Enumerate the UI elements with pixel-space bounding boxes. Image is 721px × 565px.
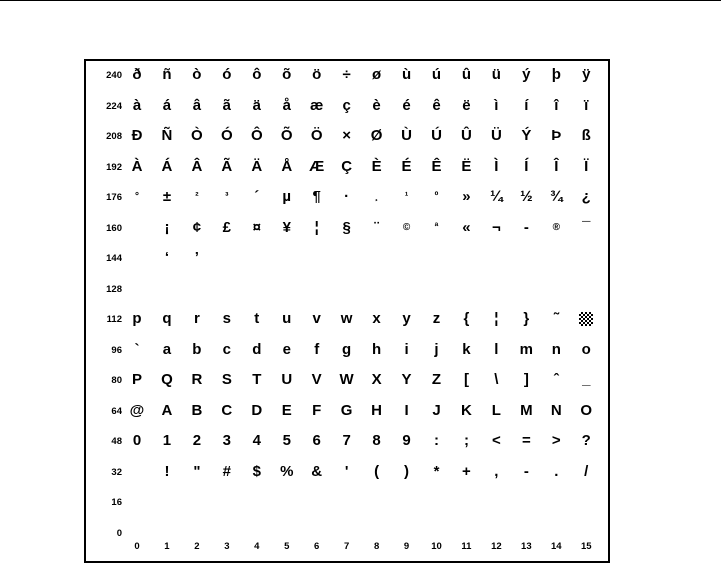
glyph-cell: " bbox=[193, 462, 201, 480]
glyph-cell: ë bbox=[462, 96, 471, 114]
glyph-cell: ¨ bbox=[374, 218, 380, 236]
glyph-cell: . bbox=[554, 462, 559, 480]
glyph-cell: ª bbox=[434, 221, 439, 233]
glyph-cell: ì bbox=[494, 96, 499, 114]
glyph-cell: Q bbox=[161, 371, 173, 388]
glyph-cell: á bbox=[162, 96, 172, 114]
glyph-cell: Í bbox=[524, 157, 529, 175]
glyph-cell: Ý bbox=[521, 127, 532, 144]
glyph-cell: f bbox=[314, 340, 320, 358]
glyph-cell: [ bbox=[463, 371, 469, 388]
glyph-cell: Û bbox=[461, 127, 472, 144]
row-label: 112 bbox=[106, 314, 122, 325]
glyph-cell: Y bbox=[401, 371, 412, 388]
glyph-cell: ÿ bbox=[582, 66, 591, 83]
top-rule bbox=[0, 0, 721, 1]
glyph-cell: ˜ bbox=[553, 310, 559, 327]
glyph-cell: ý bbox=[522, 66, 531, 83]
glyph-cell: ÷ bbox=[342, 66, 351, 83]
glyph-cell: ! bbox=[164, 462, 170, 480]
glyph-cell: i bbox=[404, 340, 409, 358]
glyph-cell: k bbox=[462, 340, 471, 358]
glyph-cell: Ù bbox=[401, 127, 412, 144]
glyph-cell: ¥ bbox=[282, 218, 291, 236]
glyph-cell: ¯ bbox=[582, 218, 591, 236]
glyph-cell: É bbox=[401, 157, 412, 175]
glyph-cell: u bbox=[282, 310, 292, 327]
glyph-cell: b bbox=[192, 340, 202, 358]
glyph-cell: Æ bbox=[309, 157, 325, 175]
glyph-cell: - bbox=[523, 218, 529, 236]
glyph-cell: ¿ bbox=[581, 188, 591, 205]
glyph-cell: Ó bbox=[221, 127, 233, 144]
glyph-cell: - bbox=[523, 462, 529, 480]
glyph-cell: % bbox=[280, 462, 294, 480]
glyph-cell: W bbox=[339, 371, 354, 388]
glyph-cell: Ä bbox=[251, 157, 263, 175]
glyph-cell: Å bbox=[281, 157, 293, 175]
glyph-cell: A bbox=[161, 401, 173, 419]
column-label: 0 bbox=[134, 541, 140, 552]
glyph-cell: 4 bbox=[252, 432, 261, 449]
glyph-cell: + bbox=[462, 462, 471, 480]
glyph-cell: \ bbox=[494, 371, 499, 388]
glyph-cell: º bbox=[434, 191, 439, 202]
glyph-cell: 1 bbox=[162, 432, 172, 449]
glyph-cell: z bbox=[432, 310, 441, 327]
glyph-cell: Õ bbox=[280, 127, 293, 144]
glyph-cell: û bbox=[461, 66, 472, 83]
glyph-cell: ‘ bbox=[164, 249, 170, 266]
row-label: 48 bbox=[111, 436, 122, 447]
glyph-cell: ô bbox=[252, 66, 262, 83]
glyph-cell: ` bbox=[134, 340, 140, 358]
glyph-cell: X bbox=[371, 371, 382, 388]
glyph-cell: ´ bbox=[254, 188, 260, 205]
column-label: 12 bbox=[491, 541, 502, 552]
glyph-cell: * bbox=[433, 462, 440, 480]
glyph-cell: a bbox=[162, 340, 172, 358]
glyph-cell: ò bbox=[192, 66, 202, 83]
glyph-cell: d bbox=[252, 340, 262, 358]
glyph-cell: ³ bbox=[225, 191, 229, 202]
column-label: 9 bbox=[403, 541, 410, 552]
glyph-cell: ñ bbox=[162, 66, 172, 83]
glyph-cell: 7 bbox=[342, 432, 351, 449]
glyph-cell: » bbox=[462, 188, 471, 205]
glyph-cell: U bbox=[281, 371, 293, 388]
glyph-cell: / bbox=[584, 462, 589, 480]
row-label: 16 bbox=[111, 497, 122, 508]
glyph-cell: õ bbox=[282, 66, 292, 83]
row-label: 192 bbox=[106, 161, 122, 173]
glyph-cell: µ bbox=[282, 188, 292, 205]
glyph-cell: é bbox=[402, 96, 411, 114]
glyph-cell: p bbox=[132, 310, 142, 327]
column-label: 13 bbox=[521, 541, 532, 552]
column-label: 1 bbox=[164, 541, 170, 552]
glyph-cell: Ò bbox=[191, 127, 203, 144]
glyph-cell: V bbox=[311, 371, 322, 388]
glyph-cell: ½ bbox=[520, 188, 533, 205]
glyph-cell: ù bbox=[401, 66, 412, 83]
column-label: 2 bbox=[194, 541, 200, 552]
glyph-cell: Ç bbox=[341, 157, 353, 175]
row-label: 144 bbox=[106, 253, 122, 264]
glyph-cell: ] bbox=[523, 371, 529, 388]
glyph-cell: S bbox=[221, 371, 232, 388]
glyph-cell: £ bbox=[222, 218, 232, 236]
glyph-cell: J bbox=[432, 401, 441, 419]
glyph-cell: ß bbox=[581, 127, 591, 144]
glyph-cell: t bbox=[254, 310, 260, 327]
glyph-cell: ¢ bbox=[192, 218, 202, 236]
glyph-cell: n bbox=[551, 340, 561, 358]
column-label: 8 bbox=[373, 541, 380, 552]
glyph-cell: @ bbox=[129, 401, 145, 419]
glyph-cell: _ bbox=[582, 371, 591, 388]
glyph-cell: Þ bbox=[551, 127, 562, 144]
glyph-cell: ¸ bbox=[374, 191, 379, 202]
column-label: 15 bbox=[580, 541, 592, 552]
glyph-cell: $ bbox=[252, 462, 261, 480]
glyph-cell: ) bbox=[404, 462, 410, 480]
glyph-cell: < bbox=[492, 432, 501, 449]
glyph-cell: ê bbox=[432, 96, 441, 114]
glyph-cell: j bbox=[434, 340, 439, 358]
glyph-cell: P bbox=[131, 371, 142, 388]
glyph-cell: ü bbox=[491, 66, 501, 83]
glyph-cell: 9 bbox=[402, 432, 411, 449]
column-label: 10 bbox=[431, 541, 442, 552]
glyph-cell: î bbox=[554, 96, 559, 114]
glyph-cell: O bbox=[580, 401, 593, 419]
row-label: 208 bbox=[106, 131, 122, 142]
glyph-cell: ú bbox=[431, 66, 442, 83]
glyph-cell: Ü bbox=[490, 127, 502, 144]
glyph-cell: È bbox=[371, 157, 382, 175]
glyph-cell: Ã bbox=[221, 157, 233, 175]
glyph-cell: å bbox=[282, 96, 291, 114]
glyph-cell: ç bbox=[342, 96, 351, 114]
glyph-cell: ¦ bbox=[314, 218, 319, 236]
glyph-cell: ï bbox=[584, 96, 589, 114]
row-label: 0 bbox=[116, 527, 122, 539]
glyph-cell: Ô bbox=[250, 127, 263, 144]
glyph-cell: g bbox=[342, 340, 352, 358]
glyph-cell: Â bbox=[191, 157, 203, 175]
glyph-cell: Ì bbox=[494, 157, 499, 175]
glyph-cell: â bbox=[192, 96, 202, 114]
column-label: 7 bbox=[343, 541, 350, 552]
glyph-cell: þ bbox=[551, 66, 561, 83]
glyph-cell: ¤ bbox=[252, 218, 261, 236]
glyph-cell: ã bbox=[222, 96, 232, 114]
glyph-cell: s bbox=[222, 310, 232, 327]
glyph-cell: è bbox=[372, 96, 381, 114]
glyph-cell: Ú bbox=[431, 127, 442, 144]
glyph-cell: 2 bbox=[192, 432, 202, 449]
glyph-cell: ² bbox=[195, 191, 199, 202]
glyph-cell: , bbox=[494, 462, 499, 480]
row-label: 32 bbox=[111, 466, 122, 478]
glyph-cell: æ bbox=[310, 96, 324, 114]
glyph-cell: ® bbox=[552, 221, 560, 233]
glyph-cell: M bbox=[520, 401, 533, 419]
glyph-cell: « bbox=[462, 218, 471, 236]
glyph-cell: ¦ bbox=[494, 310, 499, 327]
glyph-cell: o bbox=[581, 340, 591, 358]
glyph-cell: ; bbox=[463, 432, 469, 449]
glyph-cell: ˆ bbox=[553, 371, 559, 388]
column-label: 4 bbox=[254, 541, 260, 552]
glyph-cell: m bbox=[519, 340, 534, 358]
glyph-cell: l bbox=[494, 340, 499, 358]
glyph-cell: F bbox=[312, 401, 322, 419]
glyph-cell: à bbox=[132, 96, 142, 114]
glyph-cell: 8 bbox=[372, 432, 381, 449]
glyph-cell: { bbox=[463, 310, 470, 327]
glyph-cell: N bbox=[550, 401, 562, 419]
glyph-cell: Z bbox=[431, 371, 442, 388]
glyph-cell: I bbox=[404, 401, 409, 419]
glyph-cell: H bbox=[371, 401, 383, 419]
glyph-cell: ¾ bbox=[550, 188, 563, 205]
row-label: 64 bbox=[111, 405, 122, 417]
glyph-cell: ¼ bbox=[490, 188, 503, 205]
glyph-cell: q bbox=[162, 310, 172, 327]
glyph-cell: ö bbox=[312, 66, 322, 83]
checkerboard-icon bbox=[579, 312, 593, 326]
glyph-cell: L bbox=[491, 401, 501, 419]
glyph-cell: © bbox=[402, 221, 411, 233]
glyph-cell: ¶ bbox=[312, 188, 321, 205]
glyph-cell: E bbox=[281, 401, 292, 419]
glyph-cell: À bbox=[131, 157, 143, 175]
row-label: 224 bbox=[106, 100, 122, 112]
glyph-cell: & bbox=[311, 462, 323, 480]
glyph-cell: Ñ bbox=[161, 127, 173, 144]
glyph-cell: ó bbox=[222, 66, 232, 83]
glyph-cell: ± bbox=[162, 188, 172, 205]
glyph-cell: × bbox=[342, 127, 352, 144]
glyph-cell: G bbox=[340, 401, 353, 419]
column-label: 11 bbox=[461, 541, 472, 552]
glyph-cell: Ï bbox=[584, 157, 589, 175]
glyph-cell: Ð bbox=[131, 127, 143, 144]
glyph-cell: r bbox=[193, 310, 200, 327]
glyph-cell: § bbox=[342, 218, 351, 236]
glyph-cell: Ë bbox=[461, 157, 472, 175]
row-label: 176 bbox=[106, 192, 122, 203]
glyph-cell: h bbox=[372, 340, 382, 358]
glyph-cell: > bbox=[551, 432, 561, 449]
glyph-cell: # bbox=[222, 462, 232, 480]
glyph-cell: ¡ bbox=[164, 218, 170, 236]
glyph-cell: D bbox=[251, 401, 263, 419]
row-label: 96 bbox=[111, 344, 122, 356]
glyph-cell: 3 bbox=[222, 432, 232, 449]
glyph-cell: · bbox=[344, 188, 350, 205]
glyph-cell: w bbox=[340, 310, 353, 327]
row-label: 128 bbox=[106, 283, 122, 295]
glyph-cell: 6 bbox=[312, 432, 321, 449]
glyph-cell: ' bbox=[344, 462, 349, 480]
glyph-cell: 0 bbox=[132, 432, 142, 449]
glyph-cell: = bbox=[521, 432, 531, 449]
glyph-cell: B bbox=[191, 401, 203, 419]
glyph-cell: C bbox=[221, 401, 233, 419]
glyph-cell: ’ bbox=[194, 249, 199, 266]
glyph-cell: x bbox=[372, 310, 381, 327]
glyph-cell: Ê bbox=[431, 157, 442, 175]
glyph-cell: Ö bbox=[310, 127, 323, 144]
glyph-cell: ¬ bbox=[492, 218, 501, 236]
glyph-cell: c bbox=[222, 340, 232, 358]
glyph-cell: ð bbox=[132, 66, 142, 83]
glyph-cell: ? bbox=[581, 432, 591, 449]
glyph-cell: R bbox=[191, 371, 203, 388]
glyph-cell: v bbox=[312, 310, 321, 327]
row-label: 240 bbox=[106, 70, 122, 81]
glyph-cell: : bbox=[434, 432, 439, 449]
glyph-cell: ( bbox=[374, 462, 380, 480]
glyph-cell: Ø bbox=[370, 127, 383, 144]
row-label: 80 bbox=[111, 375, 122, 386]
glyph-cell: ° bbox=[135, 191, 139, 202]
glyph-cell: í bbox=[524, 96, 529, 114]
glyph-cell: y bbox=[402, 310, 411, 327]
glyph-cell: } bbox=[523, 310, 530, 327]
glyph-cell: 5 bbox=[282, 432, 291, 449]
glyph-cell: e bbox=[282, 340, 291, 358]
column-label: 5 bbox=[284, 541, 290, 552]
column-label: 14 bbox=[551, 541, 562, 552]
glyph-cell: ø bbox=[372, 66, 382, 83]
glyph-cell: ¹ bbox=[404, 191, 409, 202]
glyph-cell: Á bbox=[161, 157, 173, 175]
column-label: 3 bbox=[224, 541, 230, 552]
glyph-cell: K bbox=[461, 401, 472, 419]
glyph-cell: ä bbox=[252, 96, 261, 114]
column-label: 6 bbox=[314, 541, 320, 552]
glyph-cell: Î bbox=[554, 157, 559, 175]
row-label: 160 bbox=[106, 222, 122, 234]
glyph-cell: T bbox=[252, 371, 262, 388]
